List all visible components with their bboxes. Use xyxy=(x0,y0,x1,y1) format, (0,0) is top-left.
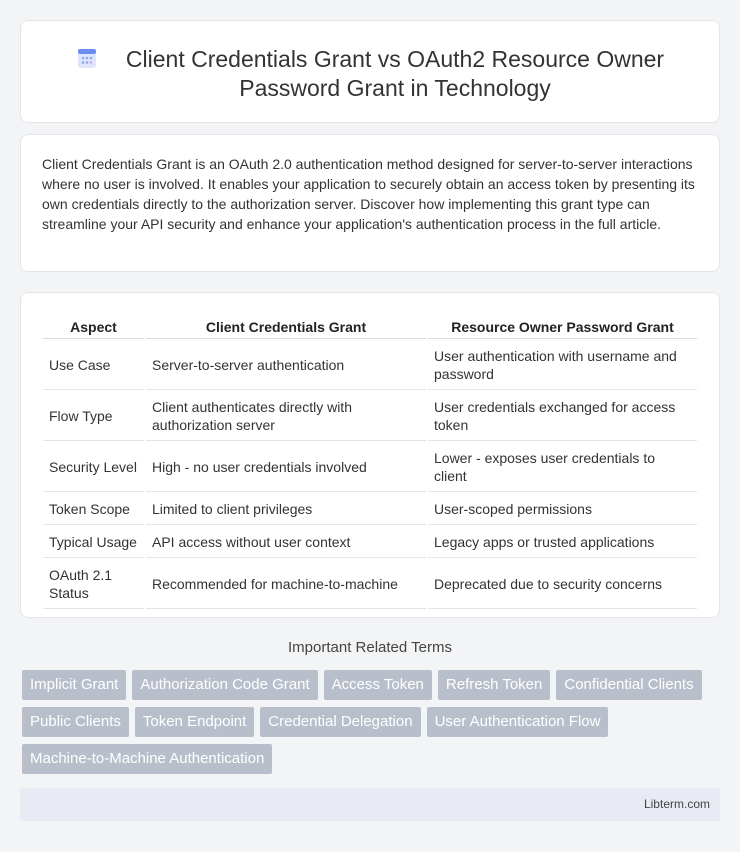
comparison-table xyxy=(41,314,699,611)
related-term-tag[interactable]: Access Token xyxy=(324,670,432,700)
related-term-tag[interactable]: User Authentication Flow xyxy=(427,707,609,737)
table-cell: Recommended for machine-to-machine xyxy=(146,560,426,609)
page-title: Client Credentials Grant vs OAuth2 Resource Owner Password Grant in Technology xyxy=(125,46,665,101)
table-cell-aspect: Token Scope xyxy=(43,494,144,525)
related-terms-heading: Important Related Terms xyxy=(288,639,452,656)
table-cell: Client authenticates directly with authorization server xyxy=(146,392,426,441)
table-cell: Lower - exposes user credentials to client xyxy=(428,443,697,492)
table-cell: User-scoped permissions xyxy=(428,494,697,525)
footer-bar xyxy=(20,788,720,821)
table-cell: User credentials exchanged for access token xyxy=(428,392,697,441)
table-row xyxy=(43,341,697,390)
table-cell: API access without user context xyxy=(146,527,426,558)
table-cell-aspect: Flow Type xyxy=(43,392,144,441)
document-list-icon xyxy=(76,47,98,69)
table-cell: Limited to client privileges xyxy=(146,494,426,525)
related-term-tag[interactable]: Machine-to-Machine Authentication xyxy=(22,744,272,774)
related-term-tag[interactable]: Confidential Clients xyxy=(556,670,701,700)
related-term-tag[interactable]: Token Endpoint xyxy=(135,707,254,737)
table-cell: Server-to-server authentication xyxy=(146,341,426,390)
table-row xyxy=(43,560,697,609)
related-term-tag[interactable]: Authorization Code Grant xyxy=(132,670,317,700)
comparison-table-card xyxy=(20,292,720,618)
column-header-password-grant: Resource Owner Password Grant xyxy=(428,316,697,339)
related-term-tag[interactable]: Refresh Token xyxy=(438,670,550,700)
description-text: Client Credentials Grant is an OAuth 2.0 authentication method designed for server-to-server interactions where no user is involved. It enables your application to securely obtain an access token by presenting its own credentials directly to the authorization server. Discover how implementing this grant type can streamline your API security and enhance your application's authentication process in the full article. xyxy=(42,156,695,232)
table-row xyxy=(43,494,697,525)
table-cell: User authentication with username and password xyxy=(428,341,697,390)
related-term-tag[interactable]: Credential Delegation xyxy=(260,707,420,737)
table-cell-aspect: Security Level xyxy=(43,443,144,492)
table-cell-aspect: OAuth 2.1 Status xyxy=(43,560,144,609)
table-cell-aspect: Use Case xyxy=(43,341,144,390)
table-cell: Legacy apps or trusted applications xyxy=(428,527,697,558)
related-terms-list xyxy=(22,670,702,774)
related-term-tag[interactable]: Public Clients xyxy=(22,707,129,737)
table-cell: High - no user credentials involved xyxy=(146,443,426,492)
table-row xyxy=(43,392,697,441)
table-cell-aspect: Typical Usage xyxy=(43,527,144,558)
column-header-aspect: Aspect xyxy=(43,316,144,339)
related-term-tag[interactable]: Implicit Grant xyxy=(22,670,126,700)
table-row xyxy=(43,443,697,492)
table-row xyxy=(43,527,697,558)
title-card xyxy=(20,20,720,123)
table-header-row xyxy=(43,316,697,339)
description-card xyxy=(20,134,720,272)
footer-brand-link[interactable]: Libterm.com xyxy=(643,797,710,811)
table-cell: Deprecated due to security concerns xyxy=(428,560,697,609)
column-header-client-credentials: Client Credentials Grant xyxy=(146,316,426,339)
